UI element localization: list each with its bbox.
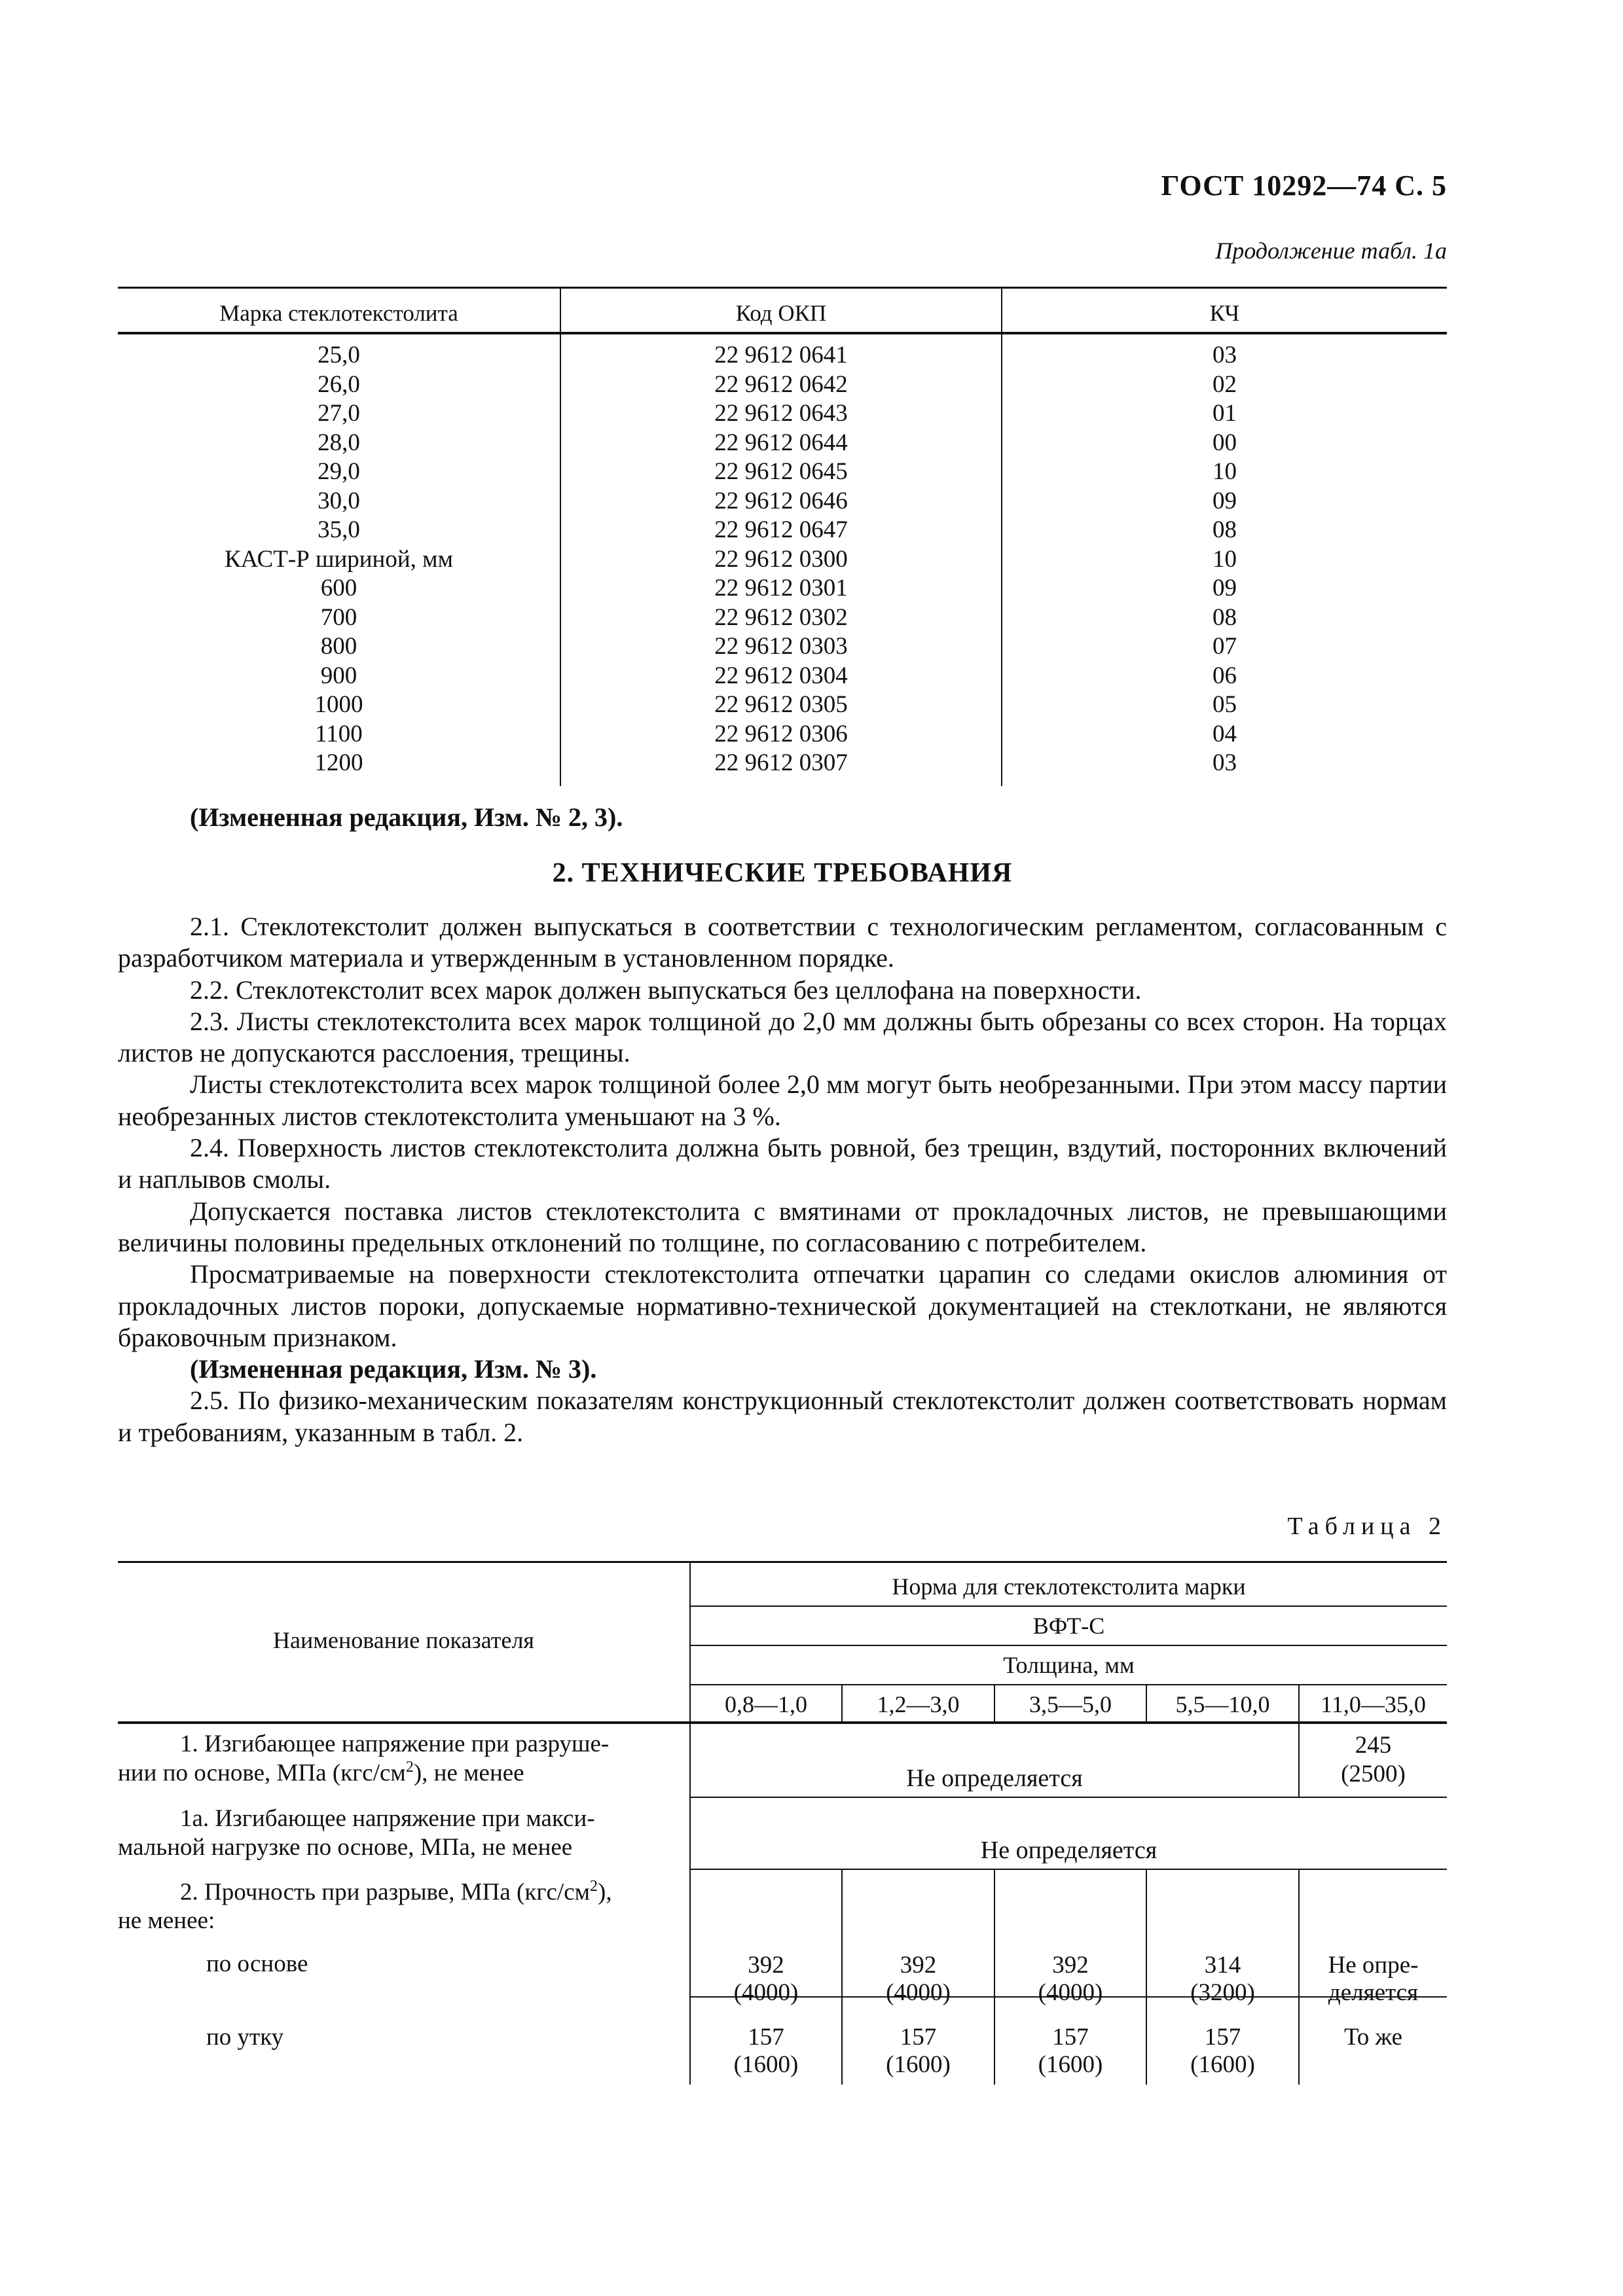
sub-indicator: по основе xyxy=(206,1950,308,1977)
section-text xyxy=(118,911,1447,1448)
indicator-name: нии по основе, МПа $(кгс/см^2)$, не менее xyxy=(118,1759,524,1787)
sub-indicator: по утку xyxy=(206,2024,284,2051)
thickness-range: 11,0—35,0 xyxy=(1321,1691,1426,1717)
table-row xyxy=(118,691,1447,720)
value-cell: (4000) xyxy=(886,1979,951,2006)
thickness-range: 0,8—1,0 xyxy=(725,1691,807,1717)
merged-value: Не определяется xyxy=(980,1837,1158,1864)
thickness-range: 5,5—10,0 xyxy=(1175,1691,1270,1717)
okp-code-cell: 22 9612 0305 xyxy=(714,691,848,718)
edit-note: (Измененная редакция, Изм. № 2, 3). xyxy=(190,802,623,832)
kch-cell: 02 xyxy=(1213,370,1237,398)
grade-cell: 30,0 xyxy=(318,487,360,514)
grade-cell: 900 xyxy=(320,662,357,689)
grade-cell: 29,0 xyxy=(318,458,360,485)
indicator-name: мальной нагрузке по основе, МПа, не менее xyxy=(118,1834,573,1861)
kch-cell: 01 xyxy=(1213,400,1237,427)
grade-cell: 28,0 xyxy=(318,429,360,456)
indicator-name: 1а. Изгибающее напряжение при макси- xyxy=(180,1805,595,1832)
paragraph: 2.3. Листы стеклотекстолита всех марок толщиной до 2,0 мм должны быть обрезаны со всех сторон. На торцах листов не допускаются расслоения, трещины. xyxy=(118,1006,1447,1068)
table-1a-header xyxy=(118,289,1447,334)
paragraph: 2.4. Поверхность листов стеклотекстолита должна быть ровной, без трещин, вздутий, посторонних включений и наплывов смолы. xyxy=(118,1133,1447,1194)
okp-code-cell: 22 9612 0301 xyxy=(714,575,848,601)
value-cell: Не опре- xyxy=(1328,1952,1419,1979)
table-1a xyxy=(118,287,1447,786)
kch-cell: 09 xyxy=(1213,487,1237,514)
column-header-grade: ВФТ-С xyxy=(1032,1613,1105,1639)
table-row xyxy=(118,341,1447,370)
table-rule xyxy=(118,1561,1447,1563)
table-row xyxy=(118,516,1447,545)
kch-cell: 09 xyxy=(1213,575,1237,601)
grade-cell: 700 xyxy=(320,603,357,631)
table-continuation-label: Продолжение табл. 1а xyxy=(1215,238,1447,264)
value-cell: (4000) xyxy=(733,1979,799,2006)
value-cell: (3200) xyxy=(1190,1979,1255,2006)
column-header-thickness: Толщина, мм xyxy=(1003,1652,1135,1678)
grade-cell: 600 xyxy=(320,575,357,601)
value-cell: (2500) xyxy=(1341,1761,1406,1787)
paragraph: Листы стеклотекстолита всех марок толщиной более 2,0 мм могут быть необрезанными. При этом массу партии необрезанных листов стеклотекстолита уменьшают на 3 %. xyxy=(118,1069,1447,1131)
column-header-okp-code: Код ОКП xyxy=(735,300,827,326)
grade-cell: 26,0 xyxy=(318,370,360,398)
paragraph: Просматриваемые на поверхности стеклотекстолита отпечатки царапин со следами окислов алюминия от прокладочных листов пороки, допускаемые нормативно-технической документацией на стеклоткани, не являются браковочным признаком. xyxy=(118,1259,1447,1352)
value-cell: 157 xyxy=(1204,2024,1241,2051)
kch-cell: 04 xyxy=(1213,720,1237,747)
table-row xyxy=(118,370,1447,400)
paragraph: 2.1. Стеклотекстолит должен выпускаться в соответствии с технологическим регламентом, согласованным с разработчиком материала и утвержденным в установленном порядке. xyxy=(118,912,1447,973)
kch-cell: 00 xyxy=(1213,429,1237,456)
value-cell: (1600) xyxy=(886,2051,951,2078)
table-rule xyxy=(691,1797,1447,1798)
table-row xyxy=(118,603,1447,633)
column-header-kch: КЧ xyxy=(1209,300,1240,326)
value-cell: 157 xyxy=(900,2024,937,2051)
grade-cell: 1100 xyxy=(315,720,363,747)
kch-cell: 07 xyxy=(1213,633,1237,660)
value-cell: (1600) xyxy=(733,2051,799,2078)
column-header-grade: Марка стеклотекстолита xyxy=(219,300,458,326)
table-row xyxy=(118,487,1447,516)
grade-cell: 1200 xyxy=(314,749,363,776)
table-rule xyxy=(691,1684,1447,1685)
okp-code-cell: 22 9612 0306 xyxy=(714,720,848,747)
value-cell: (4000) xyxy=(1038,1979,1103,2006)
kch-cell: 08 xyxy=(1213,516,1237,543)
kch-cell: 05 xyxy=(1213,691,1237,718)
edit-note: (Измененная редакция, Изм. № 3). xyxy=(190,1354,597,1384)
table-rule xyxy=(691,1605,1447,1607)
okp-code-cell: 22 9612 0307 xyxy=(714,749,848,776)
grade-cell: 35,0 xyxy=(318,516,360,543)
okp-code-cell: 22 9612 0303 xyxy=(714,633,848,660)
okp-code-cell: 22 9612 0643 xyxy=(714,400,848,427)
grade-cell: КАСТ-Р шириной, мм xyxy=(224,545,453,573)
okp-code-cell: 22 9612 0642 xyxy=(714,370,848,398)
value-cell: 314 xyxy=(1204,1952,1241,1979)
merged-value: Не определяется xyxy=(906,1765,1083,1792)
indicator-name: 1. Изгибающее напряжение при разруше- xyxy=(180,1731,610,1757)
table-2 xyxy=(118,1561,1447,2085)
value-cell: 392 xyxy=(900,1952,937,1979)
table-row xyxy=(118,457,1447,487)
value-cell: 245 xyxy=(1355,1732,1392,1759)
indicator-name: не менее: xyxy=(118,1907,215,1934)
okp-code-cell: 22 9612 0647 xyxy=(714,516,848,543)
table-row xyxy=(118,720,1447,749)
table-2-label: Таблица 2 xyxy=(1287,1513,1447,1540)
table-row xyxy=(118,632,1447,662)
okp-code-cell: 22 9612 0300 xyxy=(714,545,848,573)
okp-code-cell: 22 9612 0646 xyxy=(714,487,848,514)
kch-cell: 03 xyxy=(1213,342,1237,368)
column-header-norm: Норма для стеклотекстолита марки xyxy=(892,1573,1246,1600)
kch-cell: 08 xyxy=(1213,603,1237,631)
table-row xyxy=(118,749,1447,778)
okp-code-cell: 22 9612 0304 xyxy=(714,662,848,689)
value-cell: 157 xyxy=(1052,2024,1089,2051)
table-row xyxy=(118,574,1447,603)
page-header: ГОСТ 10292—74 С. 5 xyxy=(1161,170,1447,202)
okp-code-cell: 22 9612 0645 xyxy=(714,458,848,485)
column-header-indicator: Наименование показателя xyxy=(273,1627,534,1653)
section-heading: 2. ТЕХНИЧЕСКИЕ ТРЕБОВАНИЯ xyxy=(552,858,1013,888)
kch-cell: 03 xyxy=(1213,749,1237,776)
kch-cell: 10 xyxy=(1213,545,1237,573)
thickness-range: 3,5—5,0 xyxy=(1029,1691,1112,1717)
paragraph: Допускается поставка листов стеклотекстолита с вмятинами от прокладочных листов, не превышающими величины половины предельных отклонений по толщине, по согласованию с потребителем. xyxy=(118,1196,1447,1257)
value-cell: 392 xyxy=(748,1952,784,1979)
grade-cell: 25,0 xyxy=(318,342,360,368)
value-cell: деляется xyxy=(1328,1979,1419,2006)
table-rule xyxy=(691,1645,1447,1646)
okp-code-cell: 22 9612 0641 xyxy=(714,342,848,368)
table-row xyxy=(118,399,1447,429)
thickness-range: 1,2—3,0 xyxy=(877,1691,960,1717)
value-cell: 157 xyxy=(748,2024,784,2051)
okp-code-cell: 22 9612 0302 xyxy=(714,603,848,631)
table-rule xyxy=(691,1869,1447,1870)
table-rule xyxy=(118,1721,1447,1724)
kch-cell: 10 xyxy=(1213,458,1237,485)
value-cell: 392 xyxy=(1052,1952,1089,1979)
table-row xyxy=(118,545,1447,575)
table-row xyxy=(118,429,1447,458)
paragraph: 2.5. По физико-механическим показателям конструкционный стеклотекстолит должен соответствовать нормам и требованиям, указанным в табл. 2. xyxy=(118,1386,1447,1447)
value-cell: (1600) xyxy=(1190,2051,1255,2078)
okp-code-cell: 22 9612 0644 xyxy=(714,429,848,456)
grade-cell: 800 xyxy=(320,633,357,660)
paragraph: 2.2. Стеклотекстолит всех марок должен выпускаться без целлофана на поверхности. xyxy=(190,975,1142,1005)
grade-cell: 1000 xyxy=(314,691,363,718)
table-row xyxy=(118,662,1447,691)
kch-cell: 06 xyxy=(1213,662,1237,689)
value-cell: (1600) xyxy=(1038,2051,1103,2078)
value-cell: То же xyxy=(1343,2024,1403,2051)
table-1a-body xyxy=(118,341,1447,778)
grade-cell: 27,0 xyxy=(318,400,360,427)
indicator-name: 2. Прочность при разрыве, МПа $(кгс/см^2)$, xyxy=(180,1878,612,1906)
